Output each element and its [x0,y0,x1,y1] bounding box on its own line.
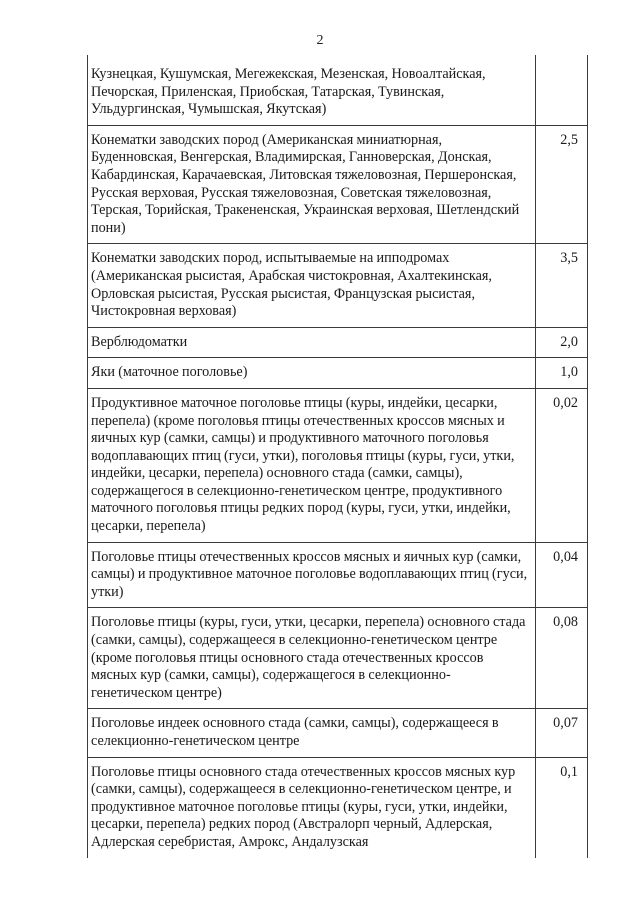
row-description: Кузнецкая, Кушумская, Мегежекская, Мезенская, Новоалтайская, Печорская, Приленская, Приобская, Татарская, Тувинская, Ульдургинская, Чумышская, Якутская) [88,55,536,125]
table-row [88,125,588,244]
row-coefficient [536,55,588,125]
coefficients-table [87,55,588,858]
row-coefficient: 0,1 [536,757,588,857]
row-coefficient: 0,02 [536,388,588,542]
table-row [88,358,588,389]
row-coefficient: 0,04 [536,542,588,608]
table-row [88,709,588,757]
row-description: Конематки заводских пород, испытываемые на ипподромах (Американская рысистая, Арабская чистокровная, Ахалтекинская, Орловская рысистая, Русская рысистая, Французская рысистая, Чистокровная верховая) [88,244,536,327]
row-description: Яки (маточное поголовье) [88,358,536,389]
table-row [88,55,588,125]
row-description: Верблюдоматки [88,327,536,358]
table-row [88,388,588,542]
row-description: Поголовье птицы (куры, гуси, утки, цесарки, перепела) основного стада (самки, самцы), содержащееся в селекционно-генетическом центре (кроме поголовья птицы основного стада отечественных кроссов мясных кур (самки, самцы), содержащегося в селекционно-генетическом центре) [88,608,536,709]
table-row [88,327,588,358]
row-coefficient: 1,0 [536,358,588,389]
table-row [88,542,588,608]
table-row [88,244,588,327]
row-coefficient: 0,07 [536,709,588,757]
page-number: 2 [316,33,324,48]
row-description: Поголовье птицы основного стада отечественных кроссов мясных кур (самки, самцы), содержащееся в селекционно-генетическом центре, и продуктивное маточное поголовье птицы (куры, гуси, утки, индейки, цесарки, перепела) редких пород (Австралорп черный, Адлерская, Адлерская серебристая, Амрокс, Андалузская [88,757,536,857]
table-row [88,757,588,857]
row-coefficient: 3,5 [536,244,588,327]
row-coefficient: 2,5 [536,125,588,244]
row-description: Поголовье индеек основного стада (самки, самцы), содержащееся в селекционно-генетическом центре [88,709,536,757]
row-description: Продуктивное маточное поголовье птицы (куры, индейки, цесарки, перепела) (кроме поголовья птицы отечественных кроссов мясных и яичных кур (самки, самцы) и продуктивного маточного поголовья водоплавающих птиц (гуси, утки), поголовья птицы (куры, гуси, утки, индейки, цесарки, перепела) основного стада (самки, самцы), содержащегося в селекционно-генетическом центре, продуктивного маточного поголовья птицы редких пород (куры, гуси, утки, индейки, цесарки, перепела) [88,388,536,542]
row-coefficient: 2,0 [536,327,588,358]
row-coefficient: 0,08 [536,608,588,709]
row-description: Конематки заводских пород (Американская миниатюрная, Буденновская, Венгерская, Владимирская, Ганноверская, Донская, Кабардинская, Карачаевская, Литовская тяжеловозная, Першеронская, Русская верховая, Русская тяжеловозная, Советская тяжеловозная, Терская, Торийская, Тракененская, Украинская верховая, Шетлендский пони) [88,125,536,244]
table-row [88,608,588,709]
row-description: Поголовье птицы отечественных кроссов мясных и яичных кур (самки, самцы) и продуктивное маточное поголовье водоплавающих птиц (гуси, утки) [88,542,536,608]
